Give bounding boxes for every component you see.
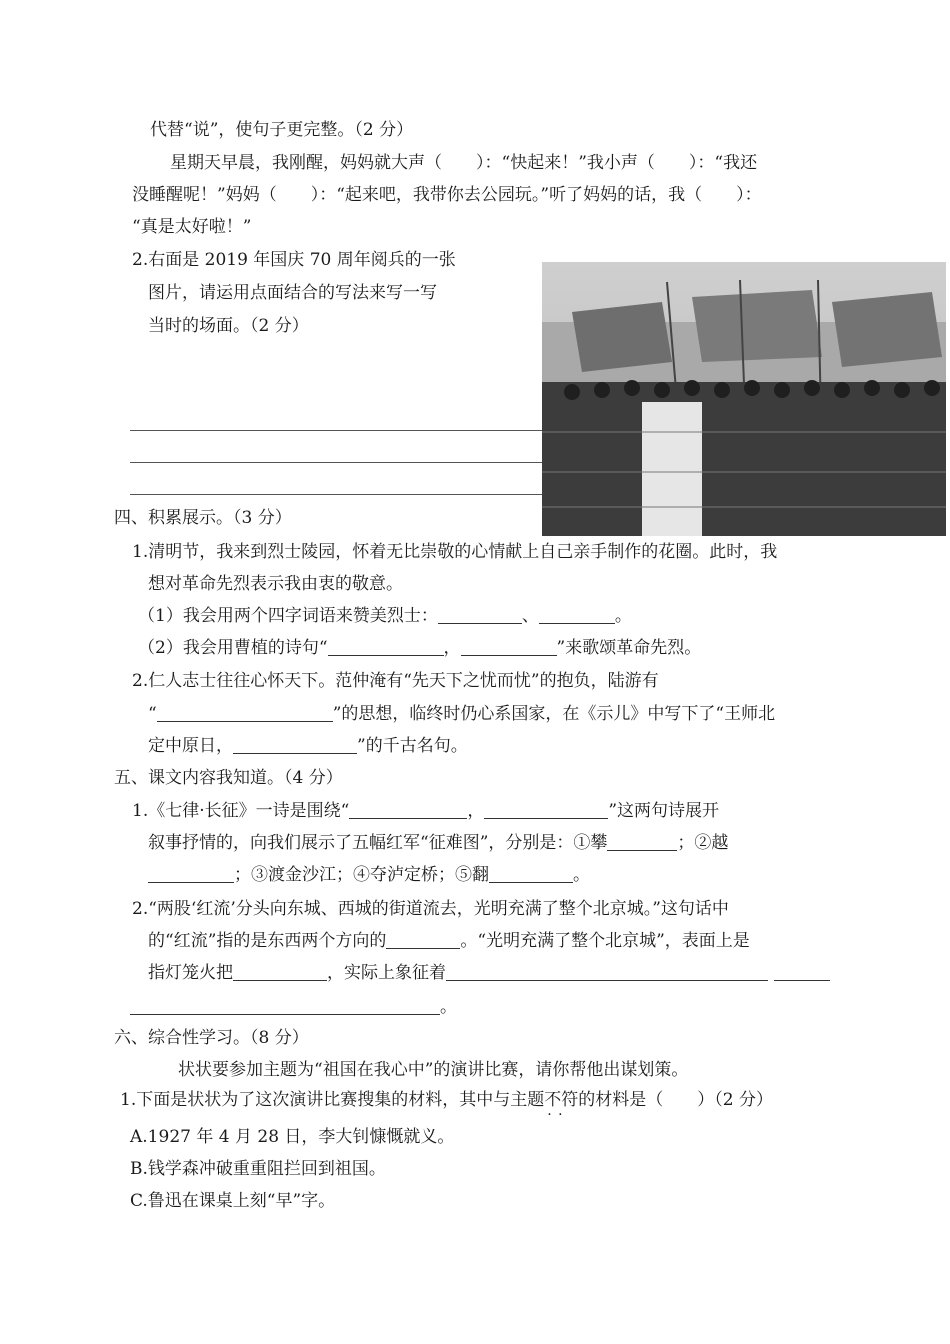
fill-blank-line xyxy=(148,929,750,953)
blank-field[interactable] xyxy=(774,962,830,981)
blank-field[interactable] xyxy=(233,735,357,754)
period: 。 xyxy=(614,606,632,626)
question-text: 2.“两股‘红流’分头向东城、西城的街道流去，光明充满了整个北京城。”这句话中 xyxy=(132,899,729,919)
fill-blank-line xyxy=(148,831,728,855)
blank-field[interactable] xyxy=(438,605,522,624)
prompt-text: ；②越 xyxy=(677,833,729,853)
question-text xyxy=(120,1088,773,1112)
prompt-text: 。“光明充满了整个北京城”，表面上是 xyxy=(460,931,750,951)
blank-field[interactable] xyxy=(386,930,460,949)
question-text: 2.仁人志士往往心怀天下。范仲淹有“先天下之忧而忧”的抱负，陆游有 xyxy=(132,671,659,691)
prompt-text: 的“红流”指的是东西两个方向的 xyxy=(148,931,387,951)
quote-open: “ xyxy=(148,704,157,724)
answer-line[interactable] xyxy=(130,462,542,463)
prompt-text: 1.下面是状状为了这次演讲比赛搜集的材料，其中与主题 xyxy=(120,1090,545,1110)
paragraph-line: 没睡醒呢！”妈妈（ ）：“起来吧，我带你去公园玩。”听了妈妈的话，我（ ）： xyxy=(132,185,762,205)
blank-field[interactable] xyxy=(148,864,234,883)
question-text: 当时的场面。（2 分） xyxy=(148,316,309,336)
question-text: 2.右面是 2019 年国庆 70 周年阅兵的一张 xyxy=(132,250,456,270)
prompt-text: 指灯笼火把 xyxy=(148,963,233,983)
option-c[interactable]: C.鲁迅在课桌上刻“早”字。 xyxy=(130,1191,336,1211)
period: 。 xyxy=(440,997,457,1017)
fill-blank-line xyxy=(132,799,719,823)
prompt-text: ”的思想，临终时仍心系国家，在《示儿》中写下了“王师北 xyxy=(332,704,776,724)
option-a[interactable]: A.1927 年 4 月 28 日，李大钊慷慨就义。 xyxy=(130,1127,455,1147)
fill-blank-line xyxy=(148,863,590,887)
blank-field[interactable] xyxy=(130,996,440,1015)
blank-field[interactable] xyxy=(461,637,557,656)
fill-blank-line xyxy=(138,636,701,660)
blank-field[interactable] xyxy=(446,962,768,981)
prompt-text: （2）我会用曹植的诗句“ xyxy=(138,638,328,658)
prompt-text: ，实际上象征着 xyxy=(327,963,446,983)
question-text: 想对革命先烈表示我由衷的敬意。 xyxy=(148,574,403,594)
prompt-text: 1.《七律·长征》一诗是围绕“ xyxy=(132,801,350,821)
instruction-text: 代替“说”，使句子更完整。（2 分） xyxy=(150,120,414,140)
section-heading: 四、积累展示。（3 分） xyxy=(114,508,292,528)
fill-blank-line xyxy=(148,961,830,985)
prompt-text: ；③渡金沙江；④夺泸定桥；⑤翻 xyxy=(234,865,489,885)
fill-blank-line xyxy=(130,995,457,1019)
blank-field[interactable] xyxy=(539,605,615,624)
paragraph-line: 状状要参加主题为“祖国在我心中”的演讲比赛，请你帮他出谋划策。 xyxy=(178,1060,689,1080)
parade-photo xyxy=(542,262,946,536)
fill-blank-line xyxy=(148,734,468,758)
blank-field[interactable] xyxy=(157,703,333,722)
fill-blank-line xyxy=(148,702,775,726)
separator: ， xyxy=(467,801,485,821)
emphasis-text: 不符 · · xyxy=(544,1090,578,1110)
prompt-text: 的材料是（ ）（2 分） xyxy=(578,1090,773,1110)
period: 。 xyxy=(573,865,590,885)
blank-field[interactable] xyxy=(328,637,444,656)
option-b[interactable]: B.钱学森冲破重重阻拦回到祖国。 xyxy=(130,1159,386,1179)
section-heading: 五、课文内容我知道。（4 分） xyxy=(114,768,343,788)
answer-line[interactable] xyxy=(130,430,542,431)
answer-line[interactable] xyxy=(130,494,542,495)
paragraph-line: “真是太好啦！” xyxy=(132,217,252,237)
prompt-text: ”的千古名句。 xyxy=(357,736,468,756)
separator: ， xyxy=(443,638,461,658)
fill-blank-line xyxy=(138,604,632,628)
prompt-text: （1）我会用两个四字词语来赞美烈士： xyxy=(138,606,438,626)
paragraph-line: 星期天早晨，我刚醒，妈妈就大声（ ）：“快起来！”我小声（ ）：“我还 xyxy=(170,153,758,173)
blank-field[interactable] xyxy=(489,864,573,883)
prompt-text: 定中原日， xyxy=(148,736,233,756)
prompt-text: ”这两句诗展开 xyxy=(608,801,720,821)
prompt-text: ”来歌颂革命先烈。 xyxy=(556,638,702,658)
blank-field[interactable] xyxy=(349,800,467,819)
prompt-text: 叙事抒情的，向我们展示了五幅红军“征难图”，分别是：①攀 xyxy=(148,833,608,853)
blank-field[interactable] xyxy=(233,962,327,981)
question-text: 1.清明节，我来到烈士陵园，怀着无比崇敬的心情献上自己亲手制作的花圈。此时，我 xyxy=(132,542,778,562)
blank-field[interactable] xyxy=(484,800,608,819)
question-text: 图片，请运用点面结合的写法来写一写 xyxy=(148,283,437,303)
blank-field[interactable] xyxy=(607,832,677,851)
section-heading: 六、综合性学习。（8 分） xyxy=(114,1028,309,1048)
separator: 、 xyxy=(521,606,539,626)
